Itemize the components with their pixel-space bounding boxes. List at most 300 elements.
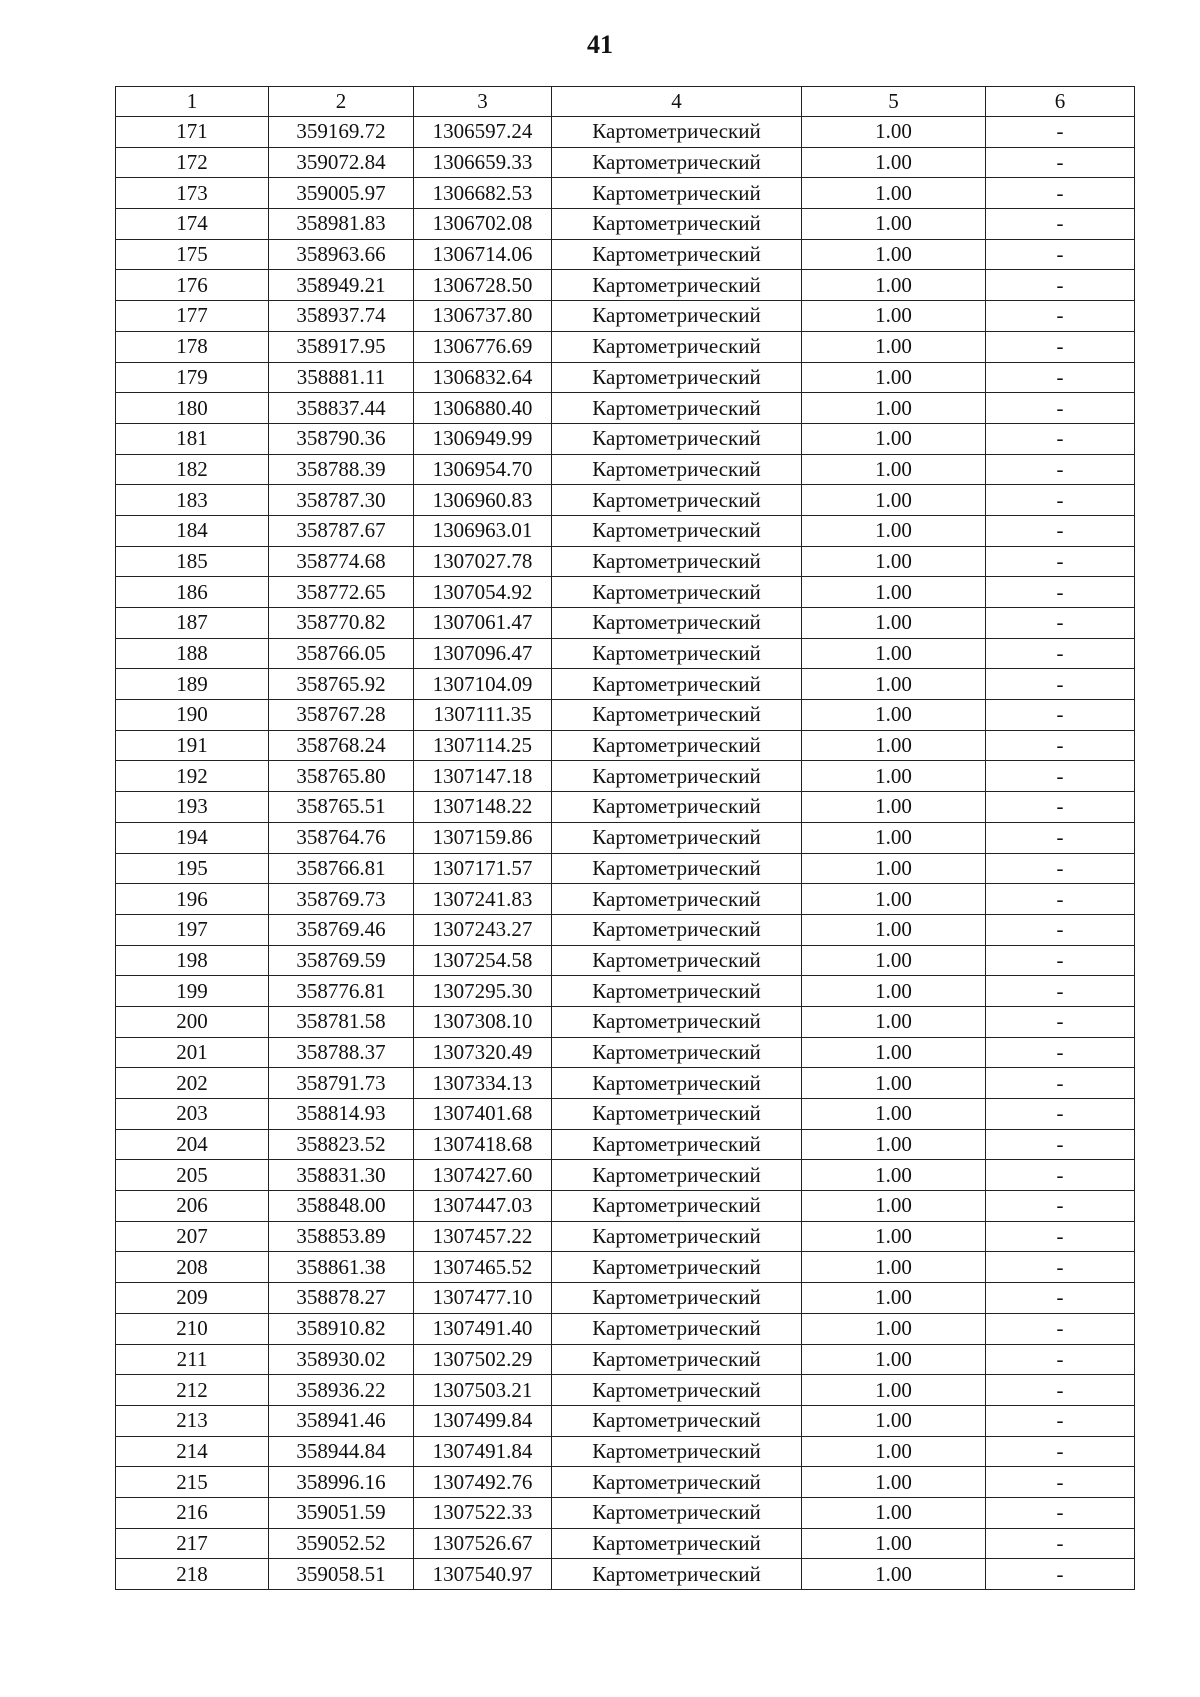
point-number-cell: 174 xyxy=(116,209,269,240)
x-coordinate-cell: 358853.89 xyxy=(269,1221,414,1252)
table-row xyxy=(116,209,1135,240)
y-coordinate-cell: 1307447.03 xyxy=(414,1191,552,1222)
accuracy-cell: 1.00 xyxy=(802,914,986,945)
note-cell: - xyxy=(986,1344,1135,1375)
x-coordinate-cell: 358981.83 xyxy=(269,209,414,240)
method-cell: Картометрический xyxy=(552,178,802,209)
y-coordinate-cell: 1307054.92 xyxy=(414,577,552,608)
x-coordinate-cell: 358848.00 xyxy=(269,1191,414,1222)
x-coordinate-cell: 358917.95 xyxy=(269,331,414,362)
point-number-cell: 191 xyxy=(116,730,269,761)
table-row xyxy=(116,1497,1135,1528)
point-number-cell: 193 xyxy=(116,792,269,823)
accuracy-cell: 1.00 xyxy=(802,1129,986,1160)
x-coordinate-cell: 358768.24 xyxy=(269,730,414,761)
note-cell: - xyxy=(986,393,1135,424)
accuracy-cell: 1.00 xyxy=(802,1221,986,1252)
note-cell: - xyxy=(986,209,1135,240)
x-coordinate-cell: 359052.52 xyxy=(269,1528,414,1559)
x-coordinate-cell: 358936.22 xyxy=(269,1375,414,1406)
note-cell: - xyxy=(986,1006,1135,1037)
y-coordinate-cell: 1307491.40 xyxy=(414,1313,552,1344)
y-coordinate-cell: 1306597.24 xyxy=(414,117,552,148)
table-row xyxy=(116,608,1135,639)
point-number-cell: 173 xyxy=(116,178,269,209)
note-cell: - xyxy=(986,853,1135,884)
point-number-cell: 201 xyxy=(116,1037,269,1068)
accuracy-cell: 1.00 xyxy=(802,884,986,915)
x-coordinate-cell: 359051.59 xyxy=(269,1497,414,1528)
y-coordinate-cell: 1307418.68 xyxy=(414,1129,552,1160)
y-coordinate-cell: 1307308.10 xyxy=(414,1006,552,1037)
method-cell: Картометрический xyxy=(552,1283,802,1314)
accuracy-cell: 1.00 xyxy=(802,1191,986,1222)
point-number-cell: 198 xyxy=(116,945,269,976)
method-cell: Картометрический xyxy=(552,792,802,823)
y-coordinate-cell: 1307320.49 xyxy=(414,1037,552,1068)
accuracy-cell: 1.00 xyxy=(802,362,986,393)
y-coordinate-cell: 1307243.27 xyxy=(414,914,552,945)
x-coordinate-cell: 358781.58 xyxy=(269,1006,414,1037)
table-row xyxy=(116,638,1135,669)
table-row xyxy=(116,1129,1135,1160)
accuracy-cell: 1.00 xyxy=(802,1375,986,1406)
method-cell: Картометрический xyxy=(552,884,802,915)
y-coordinate-cell: 1306702.08 xyxy=(414,209,552,240)
note-cell: - xyxy=(986,178,1135,209)
y-coordinate-cell: 1307114.25 xyxy=(414,730,552,761)
method-cell: Картометрический xyxy=(552,945,802,976)
coordinates-table xyxy=(115,86,1135,1590)
note-cell: - xyxy=(986,362,1135,393)
note-cell: - xyxy=(986,1467,1135,1498)
method-cell: Картометрический xyxy=(552,1129,802,1160)
point-number-cell: 179 xyxy=(116,362,269,393)
y-coordinate-cell: 1307171.57 xyxy=(414,853,552,884)
y-coordinate-cell: 1307540.97 xyxy=(414,1559,552,1590)
table-row xyxy=(116,1559,1135,1590)
note-cell: - xyxy=(986,976,1135,1007)
x-coordinate-cell: 359005.97 xyxy=(269,178,414,209)
accuracy-cell: 1.00 xyxy=(802,1099,986,1130)
y-coordinate-cell: 1307096.47 xyxy=(414,638,552,669)
accuracy-cell: 1.00 xyxy=(802,608,986,639)
y-coordinate-cell: 1307159.86 xyxy=(414,822,552,853)
note-cell: - xyxy=(986,577,1135,608)
point-number-cell: 188 xyxy=(116,638,269,669)
table-row xyxy=(116,1313,1135,1344)
x-coordinate-cell: 358770.82 xyxy=(269,608,414,639)
note-cell: - xyxy=(986,608,1135,639)
point-number-cell: 183 xyxy=(116,485,269,516)
x-coordinate-cell: 358788.39 xyxy=(269,454,414,485)
note-cell: - xyxy=(986,270,1135,301)
x-coordinate-cell: 358764.76 xyxy=(269,822,414,853)
method-cell: Картометрический xyxy=(552,515,802,546)
table-row xyxy=(116,1344,1135,1375)
point-number-cell: 204 xyxy=(116,1129,269,1160)
table-row xyxy=(116,393,1135,424)
accuracy-cell: 1.00 xyxy=(802,1405,986,1436)
y-coordinate-cell: 1306737.80 xyxy=(414,301,552,332)
table-row xyxy=(116,1068,1135,1099)
table-row xyxy=(116,239,1135,270)
method-cell: Картометрический xyxy=(552,1313,802,1344)
point-number-cell: 181 xyxy=(116,423,269,454)
method-cell: Картометрический xyxy=(552,485,802,516)
accuracy-cell: 1.00 xyxy=(802,1467,986,1498)
point-number-cell: 206 xyxy=(116,1191,269,1222)
method-cell: Картометрический xyxy=(552,1006,802,1037)
y-coordinate-cell: 1306960.83 xyxy=(414,485,552,516)
y-coordinate-cell: 1306954.70 xyxy=(414,454,552,485)
x-coordinate-cell: 358765.92 xyxy=(269,669,414,700)
table-row xyxy=(116,1375,1135,1406)
x-coordinate-cell: 358823.52 xyxy=(269,1129,414,1160)
x-coordinate-cell: 358910.82 xyxy=(269,1313,414,1344)
table-row xyxy=(116,822,1135,853)
method-cell: Картометрический xyxy=(552,546,802,577)
x-coordinate-cell: 359072.84 xyxy=(269,147,414,178)
note-cell: - xyxy=(986,884,1135,915)
table-row xyxy=(116,270,1135,301)
y-coordinate-cell: 1306949.99 xyxy=(414,423,552,454)
table-row xyxy=(116,1037,1135,1068)
x-coordinate-cell: 358791.73 xyxy=(269,1068,414,1099)
method-cell: Картометрический xyxy=(552,1099,802,1130)
x-coordinate-cell: 358937.74 xyxy=(269,301,414,332)
note-cell: - xyxy=(986,1405,1135,1436)
point-number-cell: 213 xyxy=(116,1405,269,1436)
method-cell: Картометрический xyxy=(552,209,802,240)
table-row xyxy=(116,884,1135,915)
method-cell: Картометрический xyxy=(552,608,802,639)
point-number-cell: 185 xyxy=(116,546,269,577)
table-row xyxy=(116,730,1135,761)
accuracy-cell: 1.00 xyxy=(802,638,986,669)
accuracy-cell: 1.00 xyxy=(802,1037,986,1068)
method-cell: Картометрический xyxy=(552,1467,802,1498)
point-number-cell: 200 xyxy=(116,1006,269,1037)
method-cell: Картометрический xyxy=(552,638,802,669)
table-row xyxy=(116,1467,1135,1498)
point-number-cell: 172 xyxy=(116,147,269,178)
method-cell: Картометрический xyxy=(552,700,802,731)
point-number-cell: 205 xyxy=(116,1160,269,1191)
point-number-cell: 207 xyxy=(116,1221,269,1252)
note-cell: - xyxy=(986,301,1135,332)
point-number-cell: 215 xyxy=(116,1467,269,1498)
note-cell: - xyxy=(986,669,1135,700)
y-coordinate-cell: 1307027.78 xyxy=(414,546,552,577)
table-header xyxy=(116,87,1135,117)
table-row xyxy=(116,669,1135,700)
y-coordinate-cell: 1307457.22 xyxy=(414,1221,552,1252)
column-header: 3 xyxy=(414,87,552,117)
accuracy-cell: 1.00 xyxy=(802,1344,986,1375)
page-number: 41 xyxy=(587,30,613,59)
y-coordinate-cell: 1307502.29 xyxy=(414,1344,552,1375)
y-coordinate-cell: 1307491.84 xyxy=(414,1436,552,1467)
x-coordinate-cell: 358996.16 xyxy=(269,1467,414,1498)
y-coordinate-cell: 1306776.69 xyxy=(414,331,552,362)
note-cell: - xyxy=(986,700,1135,731)
accuracy-cell: 1.00 xyxy=(802,1006,986,1037)
note-cell: - xyxy=(986,1068,1135,1099)
table-row xyxy=(116,945,1135,976)
y-coordinate-cell: 1306728.50 xyxy=(414,270,552,301)
table-row xyxy=(116,577,1135,608)
table-row xyxy=(116,1191,1135,1222)
note-cell: - xyxy=(986,331,1135,362)
accuracy-cell: 1.00 xyxy=(802,423,986,454)
x-coordinate-cell: 358949.21 xyxy=(269,270,414,301)
method-cell: Картометрический xyxy=(552,1436,802,1467)
method-cell: Картометрический xyxy=(552,1405,802,1436)
accuracy-cell: 1.00 xyxy=(802,853,986,884)
accuracy-cell: 1.00 xyxy=(802,945,986,976)
table-row xyxy=(116,1221,1135,1252)
point-number-cell: 209 xyxy=(116,1283,269,1314)
note-cell: - xyxy=(986,1037,1135,1068)
note-cell: - xyxy=(986,638,1135,669)
point-number-cell: 214 xyxy=(116,1436,269,1467)
point-number-cell: 177 xyxy=(116,301,269,332)
accuracy-cell: 1.00 xyxy=(802,331,986,362)
x-coordinate-cell: 358790.36 xyxy=(269,423,414,454)
x-coordinate-cell: 358963.66 xyxy=(269,239,414,270)
method-cell: Картометрический xyxy=(552,1559,802,1590)
accuracy-cell: 1.00 xyxy=(802,1313,986,1344)
table-body xyxy=(116,117,1135,1590)
method-cell: Картометрический xyxy=(552,239,802,270)
accuracy-cell: 1.00 xyxy=(802,301,986,332)
column-header: 6 xyxy=(986,87,1135,117)
y-coordinate-cell: 1307401.68 xyxy=(414,1099,552,1130)
note-cell: - xyxy=(986,454,1135,485)
method-cell: Картометрический xyxy=(552,1068,802,1099)
point-number-cell: 195 xyxy=(116,853,269,884)
accuracy-cell: 1.00 xyxy=(802,454,986,485)
accuracy-cell: 1.00 xyxy=(802,1436,986,1467)
point-number-cell: 175 xyxy=(116,239,269,270)
note-cell: - xyxy=(986,1191,1135,1222)
accuracy-cell: 1.00 xyxy=(802,270,986,301)
table-row xyxy=(116,853,1135,884)
method-cell: Картометрический xyxy=(552,117,802,148)
method-cell: Картометрический xyxy=(552,1497,802,1528)
point-number-cell: 186 xyxy=(116,577,269,608)
y-coordinate-cell: 1307526.67 xyxy=(414,1528,552,1559)
point-number-cell: 194 xyxy=(116,822,269,853)
note-cell: - xyxy=(986,1129,1135,1160)
note-cell: - xyxy=(986,945,1135,976)
note-cell: - xyxy=(986,239,1135,270)
accuracy-cell: 1.00 xyxy=(802,761,986,792)
accuracy-cell: 1.00 xyxy=(802,178,986,209)
table-row xyxy=(116,331,1135,362)
x-coordinate-cell: 358765.51 xyxy=(269,792,414,823)
method-cell: Картометрический xyxy=(552,1528,802,1559)
table-row xyxy=(116,454,1135,485)
y-coordinate-cell: 1307499.84 xyxy=(414,1405,552,1436)
method-cell: Картометрический xyxy=(552,454,802,485)
x-coordinate-cell: 359058.51 xyxy=(269,1559,414,1590)
note-cell: - xyxy=(986,761,1135,792)
x-coordinate-cell: 359169.72 xyxy=(269,117,414,148)
column-header: 1 xyxy=(116,87,269,117)
accuracy-cell: 1.00 xyxy=(802,485,986,516)
table-row xyxy=(116,914,1135,945)
accuracy-cell: 1.00 xyxy=(802,239,986,270)
y-coordinate-cell: 1306659.33 xyxy=(414,147,552,178)
note-cell: - xyxy=(986,1283,1135,1314)
table-row xyxy=(116,117,1135,148)
x-coordinate-cell: 358787.67 xyxy=(269,515,414,546)
column-header: 5 xyxy=(802,87,986,117)
method-cell: Картометрический xyxy=(552,270,802,301)
y-coordinate-cell: 1307147.18 xyxy=(414,761,552,792)
accuracy-cell: 1.00 xyxy=(802,1497,986,1528)
x-coordinate-cell: 358837.44 xyxy=(269,393,414,424)
point-number-cell: 197 xyxy=(116,914,269,945)
accuracy-cell: 1.00 xyxy=(802,1160,986,1191)
point-number-cell: 187 xyxy=(116,608,269,639)
table-row xyxy=(116,1099,1135,1130)
accuracy-cell: 1.00 xyxy=(802,822,986,853)
note-cell: - xyxy=(986,730,1135,761)
y-coordinate-cell: 1307241.83 xyxy=(414,884,552,915)
x-coordinate-cell: 358766.81 xyxy=(269,853,414,884)
y-coordinate-cell: 1307148.22 xyxy=(414,792,552,823)
table-row xyxy=(116,301,1135,332)
point-number-cell: 190 xyxy=(116,700,269,731)
point-number-cell: 184 xyxy=(116,515,269,546)
note-cell: - xyxy=(986,546,1135,577)
table-row xyxy=(116,1283,1135,1314)
x-coordinate-cell: 358941.46 xyxy=(269,1405,414,1436)
x-coordinate-cell: 358944.84 xyxy=(269,1436,414,1467)
accuracy-cell: 1.00 xyxy=(802,209,986,240)
note-cell: - xyxy=(986,914,1135,945)
accuracy-cell: 1.00 xyxy=(802,1559,986,1590)
point-number-cell: 199 xyxy=(116,976,269,1007)
point-number-cell: 171 xyxy=(116,117,269,148)
method-cell: Картометрический xyxy=(552,577,802,608)
table-row xyxy=(116,178,1135,209)
method-cell: Картометрический xyxy=(552,1037,802,1068)
note-cell: - xyxy=(986,792,1135,823)
point-number-cell: 216 xyxy=(116,1497,269,1528)
x-coordinate-cell: 358776.81 xyxy=(269,976,414,1007)
y-coordinate-cell: 1307334.13 xyxy=(414,1068,552,1099)
table-row xyxy=(116,485,1135,516)
note-cell: - xyxy=(986,822,1135,853)
column-header: 2 xyxy=(269,87,414,117)
x-coordinate-cell: 358765.80 xyxy=(269,761,414,792)
note-cell: - xyxy=(986,1099,1135,1130)
x-coordinate-cell: 358769.46 xyxy=(269,914,414,945)
table-row xyxy=(116,1252,1135,1283)
method-cell: Картометрический xyxy=(552,853,802,884)
y-coordinate-cell: 1307111.35 xyxy=(414,700,552,731)
y-coordinate-cell: 1306963.01 xyxy=(414,515,552,546)
table-row xyxy=(116,1528,1135,1559)
y-coordinate-cell: 1306714.06 xyxy=(414,239,552,270)
method-cell: Картометрический xyxy=(552,423,802,454)
accuracy-cell: 1.00 xyxy=(802,700,986,731)
accuracy-cell: 1.00 xyxy=(802,730,986,761)
table-row xyxy=(116,976,1135,1007)
x-coordinate-cell: 358767.28 xyxy=(269,700,414,731)
table-row xyxy=(116,362,1135,393)
x-coordinate-cell: 358930.02 xyxy=(269,1344,414,1375)
method-cell: Картометрический xyxy=(552,1375,802,1406)
method-cell: Картометрический xyxy=(552,1344,802,1375)
y-coordinate-cell: 1307492.76 xyxy=(414,1467,552,1498)
y-coordinate-cell: 1307104.09 xyxy=(414,669,552,700)
note-cell: - xyxy=(986,1375,1135,1406)
accuracy-cell: 1.00 xyxy=(802,1528,986,1559)
accuracy-cell: 1.00 xyxy=(802,546,986,577)
point-number-cell: 212 xyxy=(116,1375,269,1406)
y-coordinate-cell: 1306880.40 xyxy=(414,393,552,424)
method-cell: Картометрический xyxy=(552,914,802,945)
point-number-cell: 178 xyxy=(116,331,269,362)
point-number-cell: 192 xyxy=(116,761,269,792)
method-cell: Картометрический xyxy=(552,976,802,1007)
method-cell: Картометрический xyxy=(552,669,802,700)
note-cell: - xyxy=(986,1221,1135,1252)
note-cell: - xyxy=(986,1497,1135,1528)
accuracy-cell: 1.00 xyxy=(802,792,986,823)
method-cell: Картометрический xyxy=(552,1252,802,1283)
x-coordinate-cell: 358769.73 xyxy=(269,884,414,915)
point-number-cell: 202 xyxy=(116,1068,269,1099)
method-cell: Картометрический xyxy=(552,822,802,853)
table-row xyxy=(116,423,1135,454)
method-cell: Картометрический xyxy=(552,362,802,393)
column-header: 4 xyxy=(552,87,802,117)
table-row xyxy=(116,546,1135,577)
accuracy-cell: 1.00 xyxy=(802,1283,986,1314)
table-row xyxy=(116,147,1135,178)
accuracy-cell: 1.00 xyxy=(802,117,986,148)
note-cell: - xyxy=(986,1559,1135,1590)
method-cell: Картометрический xyxy=(552,1160,802,1191)
note-cell: - xyxy=(986,1313,1135,1344)
point-number-cell: 211 xyxy=(116,1344,269,1375)
note-cell: - xyxy=(986,485,1135,516)
note-cell: - xyxy=(986,1252,1135,1283)
x-coordinate-cell: 358772.65 xyxy=(269,577,414,608)
note-cell: - xyxy=(986,1528,1135,1559)
point-number-cell: 189 xyxy=(116,669,269,700)
x-coordinate-cell: 358861.38 xyxy=(269,1252,414,1283)
note-cell: - xyxy=(986,1436,1135,1467)
accuracy-cell: 1.00 xyxy=(802,577,986,608)
accuracy-cell: 1.00 xyxy=(802,393,986,424)
point-number-cell: 182 xyxy=(116,454,269,485)
method-cell: Картометрический xyxy=(552,331,802,362)
accuracy-cell: 1.00 xyxy=(802,515,986,546)
x-coordinate-cell: 358881.11 xyxy=(269,362,414,393)
y-coordinate-cell: 1307522.33 xyxy=(414,1497,552,1528)
method-cell: Картометрический xyxy=(552,730,802,761)
y-coordinate-cell: 1307427.60 xyxy=(414,1160,552,1191)
method-cell: Картометрический xyxy=(552,1191,802,1222)
note-cell: - xyxy=(986,117,1135,148)
